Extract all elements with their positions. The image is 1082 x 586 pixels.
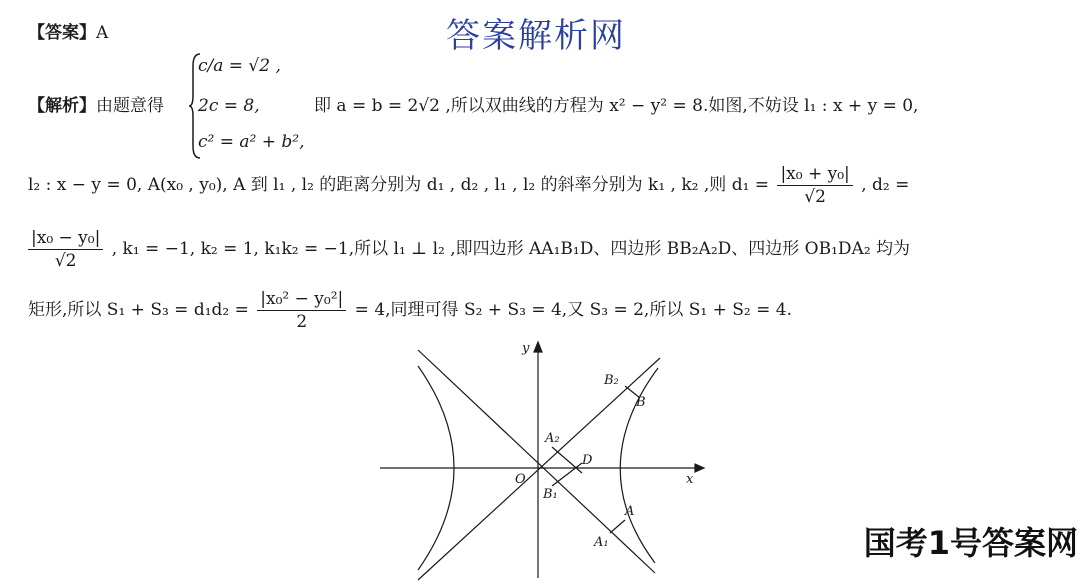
d2-fraction	[28, 227, 103, 272]
segment-a-a1	[610, 520, 625, 533]
analysis-label: 【解析】	[28, 96, 96, 116]
system-line-3: c² = a² + b²,	[198, 132, 305, 152]
answer-line	[28, 22, 108, 44]
equation-system	[188, 52, 308, 160]
analysis-line-3	[28, 227, 910, 272]
line3-post: , k₁ = −1, k₂ = 1, k₁k₂ = −1,所以 l₁ ⊥ l₂ ,即四边形 AA₁B₁D、四边形 BB₂A₂D、四边形 OB₁DA₂ 均为	[111, 239, 911, 259]
label-o: O	[515, 472, 526, 487]
d1-numerator: |x₀ + y₀|	[777, 163, 852, 186]
label-a: A	[625, 504, 635, 519]
analysis-line-4	[28, 288, 792, 333]
label-b2: B₂	[604, 373, 619, 388]
area-fraction	[257, 288, 346, 333]
line4-post: = 4,同理可得 S₂ + S₃ = 4,又 S₃ = 2,所以 S₁ + S₂ = 4.	[354, 300, 792, 320]
label-y: y	[522, 341, 530, 356]
area-denominator: 2	[296, 312, 308, 332]
line2-post: , d₂ =	[861, 175, 910, 195]
answer-label: 【答案】	[28, 23, 96, 43]
y-axis-arrow	[534, 342, 542, 352]
line4-pre: 矩形,所以 S₁ + S₃ = d₁d₂ =	[28, 300, 249, 320]
label-a2: A₂	[545, 431, 560, 446]
label-b: B	[636, 395, 646, 410]
system-line-2: 2c = 8,	[198, 96, 260, 116]
label-x: x	[686, 472, 694, 487]
system-line-1: c/a = √2 ,	[198, 56, 281, 76]
analysis-line-2	[28, 163, 909, 208]
watermark-title: 答案解析网	[446, 16, 626, 56]
analysis-intro	[28, 95, 164, 117]
area-numerator: |x₀² − y₀²|	[257, 288, 346, 311]
label-d: D	[582, 453, 593, 468]
label-a1: A₁	[594, 535, 609, 550]
label-b1: B₁	[543, 487, 558, 502]
d2-numerator: |x₀ − y₀|	[28, 227, 103, 250]
hyperbola-figure	[370, 338, 720, 583]
d1-denominator: √2	[804, 187, 826, 207]
segment-a2-d	[552, 447, 582, 473]
answer-value: A	[96, 23, 109, 43]
d2-denominator: √2	[54, 251, 77, 271]
d1-fraction	[777, 163, 852, 208]
line2-pre: l₂ : x − y = 0, A(x₀ , y₀), A 到 l₁ , l₂ 的距离分别为 d₁ , d₂ , l₁ , l₂ 的斜率分别为 k₁ , k₂ ,则 d₁ =	[28, 175, 770, 195]
analysis-intro-text: 由题意得	[96, 96, 164, 116]
analysis-line-1: 即 a = b = 2√2 ,所以双曲线的方程为 x² − y² = 8.如图,不妨设 l₁ : x + y = 0,	[314, 96, 919, 116]
x-axis-arrow	[695, 464, 704, 472]
watermark-corner: 国考1号答案网	[863, 524, 1078, 562]
segment-b1-d	[552, 463, 582, 486]
